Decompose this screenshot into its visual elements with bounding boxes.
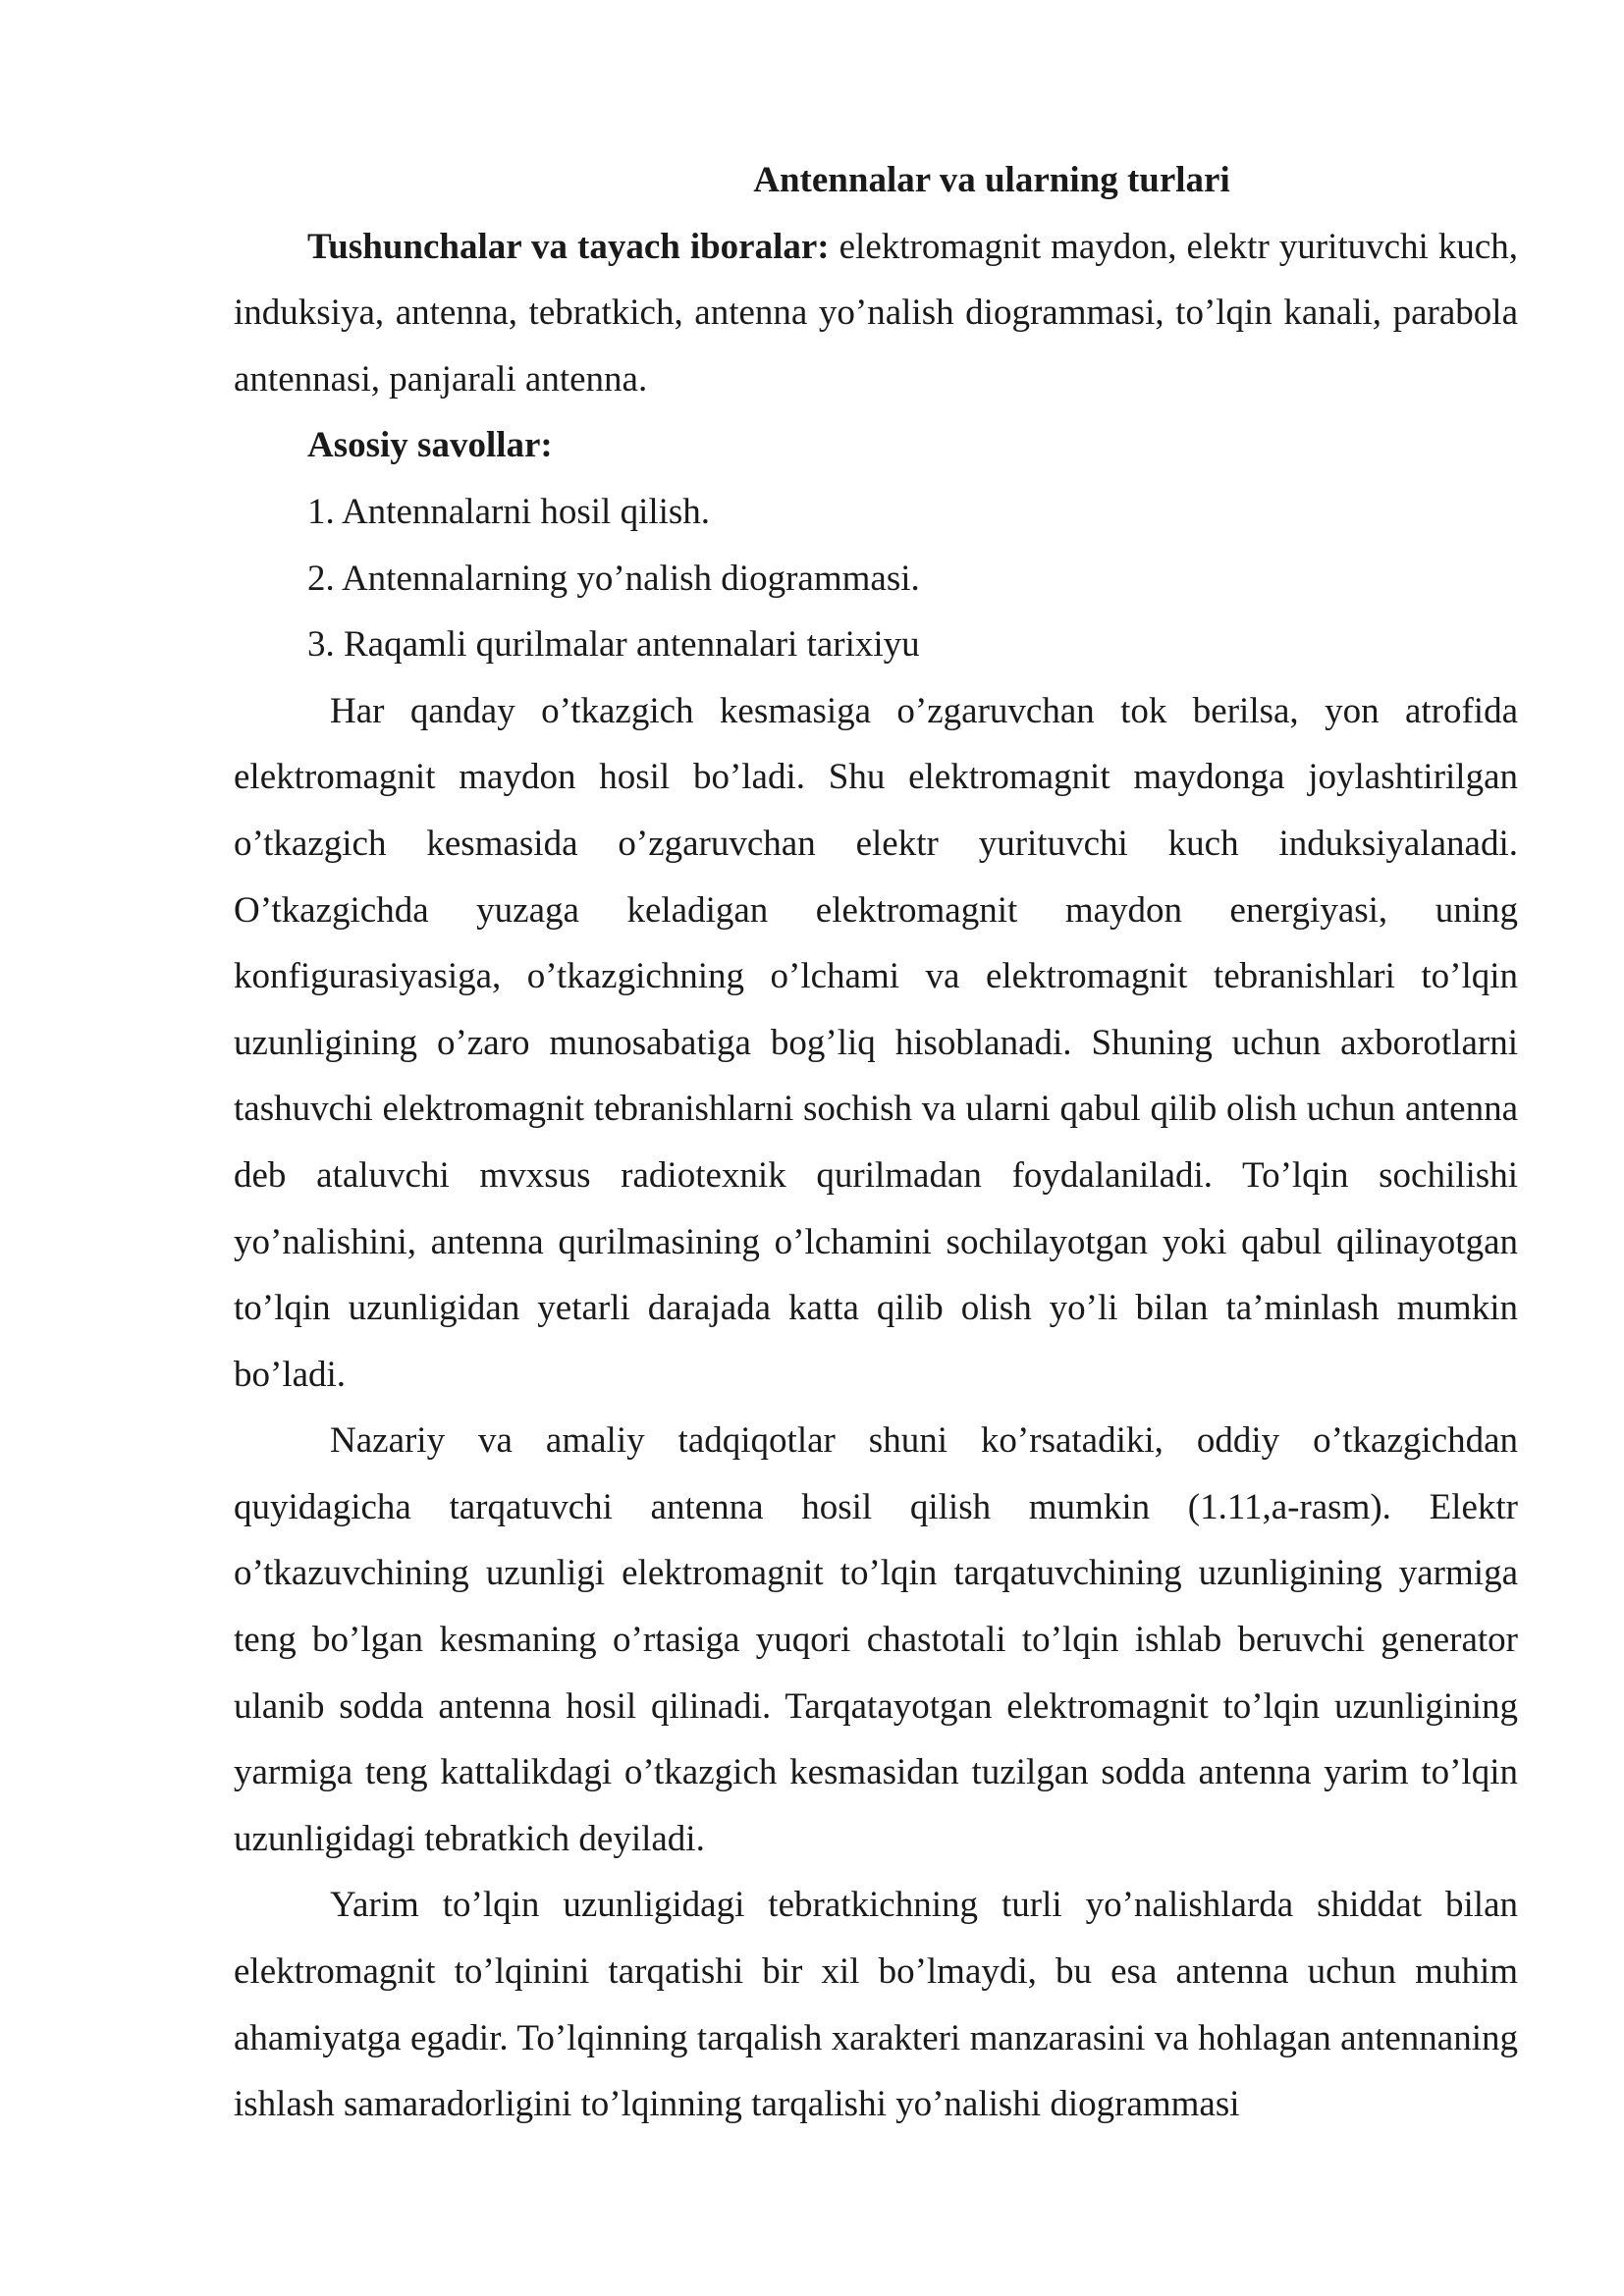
document-page [234, 147, 1518, 2138]
keywords-text: elektromagnit maydon, elektr yurituvchi kuch, induksiya, antenna, tebratkich, antenna yo’nalish diogrammasi, to’lqin kanali, parabola antennasi, panjarali antenna. [234, 226, 1518, 400]
question-item-3: 3. Raqamli qurilmalar antennalari tarixiyu [307, 624, 920, 666]
keywords-paragraph [234, 214, 1518, 413]
body-paragraph-1: Har qanday o’tkazgich kesmasiga o’zgaruvchan tok berilsa, yon atrofida elektromagnit maydon hosil bo’ladi. Shu elektromagnit maydonga joylashtirilgan o’tkazgich kesmasida o’zgaruvchan elektr yurituvchi kuch induksiyalanadi. O’tkazgichda yuzaga keladigan elektromagnit maydon energiyasi, uning konfigurasiyasiga, o’tkazgichning o’lchami va elektromagnit tebranishlari to’lqin uzunligining o’zaro munosabatiga bog’liq hisoblanadi. Shuning uchun axborotlarni tashuvchi elektromagnit tebranishlarni sochish va ularni qabul qilib olish uchun antenna deb ataluvchi mvxsus radiotexnik qurilmadan foydalaniladi. To’lqin sochilishi yo’nalishini, antenna qurilmasining o’lchamini sochilayotgan yoki qabul qilinayotgan to’lqin uzunligidan yetarli darajada katta qilib olish yo’li bilan ta’minlash mumkin bo’ladi. [234, 690, 1518, 1395]
question-item-2: 2. Antennalarning yo’nalish diogrammasi. [307, 558, 920, 599]
body-paragraph-3: Yarim to’lqin uzunligidagi tebratkichning turli yo’nalishlarda shiddat bilan elektromagnit to’lqinini tarqatishi bir xil bo’lmaydi, bu esa antenna uchun muhim ahamiyatga egadir. To’lqinning tarqalish xarakteri manzarasini va hohlagan antennaning ishlash samaradorligini to’lqinning tarqalishi yo’nalishi diogrammasi [234, 1885, 1518, 2125]
body-paragraph-2: Nazariy va amaliy tadqiqotlar shuni ko’rsatadiki, oddiy o’tkazgichdan quyidagicha tarqatuvchi antenna hosil qilish mumkin (1.11,a-rasm). Elektr o’tkazuvchining uzunligi elektromagnit to’lqin tarqatuvchining uzunligining yarmiga teng bo’lgan kesmaning o’rtasiga yuqori chastotali to’lqin ishlab beruvchi generator ulanib sodda antenna hosil qilinadi. Tarqatayotgan elektromagnit to’lqin uzunligining yarmiga teng kattalikdagi o’tkazgich kesmasidan tuzilgan sodda antenna yarim to’lqin uzunligidagi tebratkich deyiladi. [234, 1420, 1518, 1859]
keywords-label: Tushunchalar va tayach iboralar: [307, 226, 830, 267]
document-title: Antennalar va ularning turlari [753, 160, 1230, 200]
questions-heading: Asosiy savollar: [307, 425, 553, 466]
question-item-1: 1. Antennalarni hosil qilish. [307, 491, 711, 532]
